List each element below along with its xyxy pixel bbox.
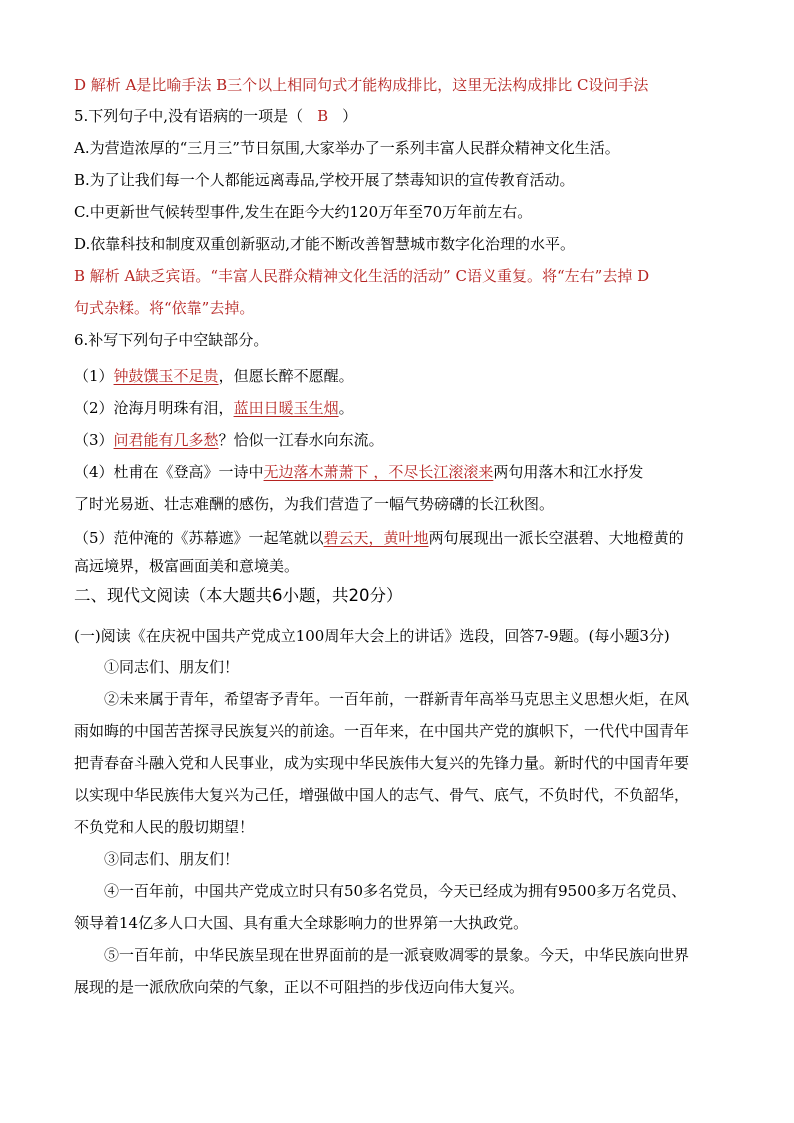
q5-option-a: A.为营造浓厚的“三月三”节日氛围,大家举办了一系列丰富人民群众精神文化生活。 [74, 139, 620, 157]
passage-paragraph-4-line2: 领导着14亿多人口大国、具有重大全球影响力的世界第一大执政党。 [74, 914, 529, 932]
q5-stem [74, 106, 734, 126]
q6-item-2-answer: 蓝田日暖玉生烟 [233, 399, 339, 417]
passage-intro: (一)阅读《在庆祝中国共产党成立100周年大会上的讲话》选段，回答7-9题。(每小题3分) [74, 627, 670, 645]
q5-explanation-line2: 句式杂糅。将“依靠”去掉。 [74, 299, 255, 317]
q6-item-5-rest: 两句展现出一派长空湛碧、大地橙黄的 [428, 529, 684, 547]
q6-item-4-line1 [74, 462, 734, 482]
q5-stem-prefix: 5.下列句子中,没有语病的一项是（ [74, 107, 304, 125]
q5-option-b: B.为了让我们每一个人都能远离毒品,学校开展了禁毒知识的宣传教育活动。 [74, 171, 575, 189]
q6-item-4-line2: 了时光易逝、壮志难酬的感伤，为我们营造了一幅气势磅礴的长江秋图。 [74, 495, 555, 513]
q6-item-1-answer: 钟鼓馔玉不足贵 [113, 367, 219, 385]
q6-item-5-prefix: （5）范仲淹的《苏幕遮》一起笔就以 [74, 529, 324, 547]
q6-item-4-answer: 无边落木萧萧下 ，不尽长江滚滚来 [263, 463, 494, 481]
q6-item-1-num: （1） [74, 367, 114, 385]
q6-item-1 [74, 366, 734, 386]
passage-paragraph-2-line1: ②未来属于青年，希望寄予青年。一百年前，一群新青年高举马克思主义思想火炬，在风 [104, 690, 690, 708]
passage-paragraph-5-line2: 展现的是一派欣欣向荣的气象，正以不可阻挡的步伐迈向伟大复兴。 [74, 978, 525, 996]
q6-item-3 [74, 430, 734, 450]
q5-option-c: C.中更新世气候转型事件,发生在距今大约120万年至70万年前左右。 [74, 203, 533, 221]
q5-answer: B [317, 107, 329, 125]
q6-item-5-line2: 高远境界，极富画面美和意境美。 [74, 557, 300, 575]
q6-item-3-num: （3） [74, 431, 114, 449]
passage-paragraph-4-line1: ④一百年前，中国共产党成立时只有50多名党员，今天已经成为拥有9500多万名党员、 [104, 882, 687, 900]
q6-item-2-prefix: 沧海月明珠有泪， [113, 399, 234, 417]
passage-paragraph-1: ①同志们、朋友们！ [104, 658, 240, 676]
q6-stem: 6.补写下列句子中空缺部分。 [74, 331, 269, 349]
q6-item-2 [74, 398, 734, 418]
q6-item-3-answer: 问君能有几多愁 [113, 431, 219, 449]
passage-paragraph-2-line2: 雨如晦的中国苦苦探寻民族复兴的前途。一百年来，在中国共产党的旗帜下，一代代中国青年 [74, 722, 690, 740]
section-2-heading: 二、现代文阅读（本大题共6小题，共20分） [74, 586, 403, 605]
q5-explanation-line1: B 解析 A缺乏宾语。“丰富人民群众精神文化生活的活动” C语义重复。将“左右”去掉 D [74, 267, 650, 285]
q5-option-d: D.依靠科技和制度双重创新驱动,才能不断改善智慧城市数字化治理的水平。 [74, 235, 576, 253]
q6-item-1-rest: ，但愿长醉不愿醒。 [218, 367, 354, 385]
passage-paragraph-2-line5: 不负党和人民的殷切期望！ [74, 818, 255, 836]
q6-item-2-rest: 。 [338, 399, 354, 417]
q6-item-5-answer: 碧云天，黄叶地 [323, 529, 429, 547]
q6-item-2-num: （2） [74, 399, 114, 417]
q6-item-4-prefix: （4）杜甫在《登高》一诗中 [74, 463, 264, 481]
passage-paragraph-3: ③同志们、朋友们！ [104, 850, 240, 868]
passage-paragraph-5-line1: ⑤一百年前，中华民族呈现在世界面前的是一派衰败凋零的景象。今天，中华民族向世界 [104, 946, 690, 964]
passage-paragraph-2-line4: 以实现中华民族伟大复兴为己任，增强做中国人的志气、骨气、底气，不负时代，不负韶华， [74, 786, 690, 804]
passage-paragraph-2-line3: 把青春奋斗融入党和人民事业，成为实现中华民族伟大复兴的先锋力量。新时代的中国青年要 [74, 754, 690, 772]
q6-item-3-rest: ？恰似一江春水向东流。 [218, 431, 384, 449]
q4-answer-explanation: D 解析 A是比喻手法 B三个以上相同句式才能构成排比，这里无法构成排比 C设问手法 [74, 76, 649, 94]
q5-stem-suffix: ） [342, 107, 358, 125]
q6-item-4-rest: 两句用落木和江水抒发 [493, 463, 644, 481]
q6-item-5-line1 [74, 528, 734, 548]
